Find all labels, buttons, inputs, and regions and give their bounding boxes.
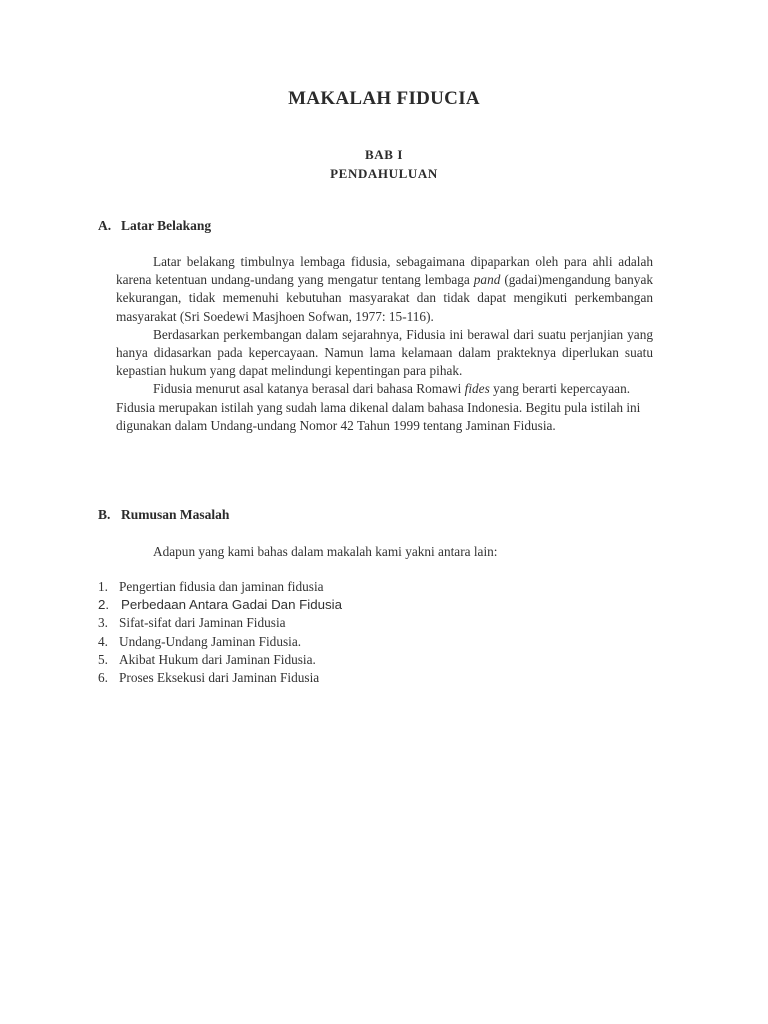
list-item-text: Akibat Hukum dari Jaminan Fidusia. [119, 651, 316, 667]
paragraph-1-text: Latar belakang timbulnya lembaga fidusia, sebagaimana dipaparkan oleh para ahli adalah karena ketentuan undang-undang yang mengatur tentang lembaga [116, 254, 653, 288]
document-title: MAKALAH FIDUCIA [288, 88, 480, 109]
paragraph-1-italic-term: pand [473, 272, 501, 288]
paragraph-1 [116, 253, 653, 326]
list-item-number: 2. [98, 597, 110, 613]
section-a-marker: A. [98, 218, 112, 233]
list-item-text: Perbedaan Antara Gadai Dan Fidusia [121, 597, 343, 613]
list-item-number: 5. [98, 651, 108, 667]
section-a-heading [98, 218, 211, 234]
chapter-title: PENDAHULUAN [330, 166, 438, 181]
list-item [98, 651, 342, 669]
list-item [98, 614, 342, 632]
paragraph-3 [116, 380, 653, 435]
chapter-heading [0, 145, 768, 183]
section-b-body [116, 543, 653, 561]
list-item [98, 578, 342, 596]
list-item [98, 633, 342, 651]
section-b-intro: Adapun yang kami bahas dalam makalah kami yakni antara lain: [153, 544, 498, 559]
paragraph-1-rest: (gadai)mengandung banyak kekurangan, tidak memenuhi kebutuhan masyarakat dan tidak dapat mengikuti perkembangan masyarakat (Sri Soedewi Masjhoen Sofwan, 1977: 15-116). [116, 272, 654, 324]
list-item-text: Sifat-sifat dari Jaminan Fidusia [119, 615, 286, 631]
paragraph-3-rest: yang berarti kepercayaan. Fidusia merupakan istilah yang sudah lama dikenal dalam bahasa Indonesia. Begitu pula istilah ini digunakan dalam Undang-undang Nomor 42 Tahun 1999 tentang Jaminan Fidusia. [116, 381, 641, 433]
section-a-body [116, 253, 653, 435]
problem-list [98, 578, 342, 687]
list-item-number: 4. [98, 633, 108, 649]
list-item [98, 596, 342, 614]
list-item-number: 6. [98, 670, 108, 686]
list-item [98, 669, 342, 687]
section-b-title: Rumusan Masalah [121, 507, 230, 522]
list-item-number: 3. [98, 615, 108, 631]
list-item-text: Proses Eksekusi dari Jaminan Fidusia [119, 670, 320, 686]
list-item-text: Undang-Undang Jaminan Fidusia. [119, 633, 302, 649]
list-item-text: Pengertian fidusia dan jaminan fidusia [119, 579, 324, 594]
section-b-marker: B. [98, 507, 111, 522]
section-a-title: Latar Belakang [121, 218, 212, 233]
section-b-heading [98, 507, 229, 523]
paragraph-2: Berdasarkan perkembangan dalam sejarahnya, Fidusia ini berawal dari suatu perjanjian yang hanya didasarkan pada kepercayaan. Namun lama kelamaan dalam prakteknya diperlukan suatu kepastian hukum yang dapat melindungi kepentingan para pihak. [116, 326, 653, 379]
paragraph-3-text: Fidusia menurut asal katanya berasal dari bahasa Romawi [153, 381, 465, 397]
chapter-number: BAB I [364, 147, 404, 162]
paragraph-3-italic-term: fides [464, 381, 490, 397]
list-item-number: 1. [98, 579, 108, 594]
